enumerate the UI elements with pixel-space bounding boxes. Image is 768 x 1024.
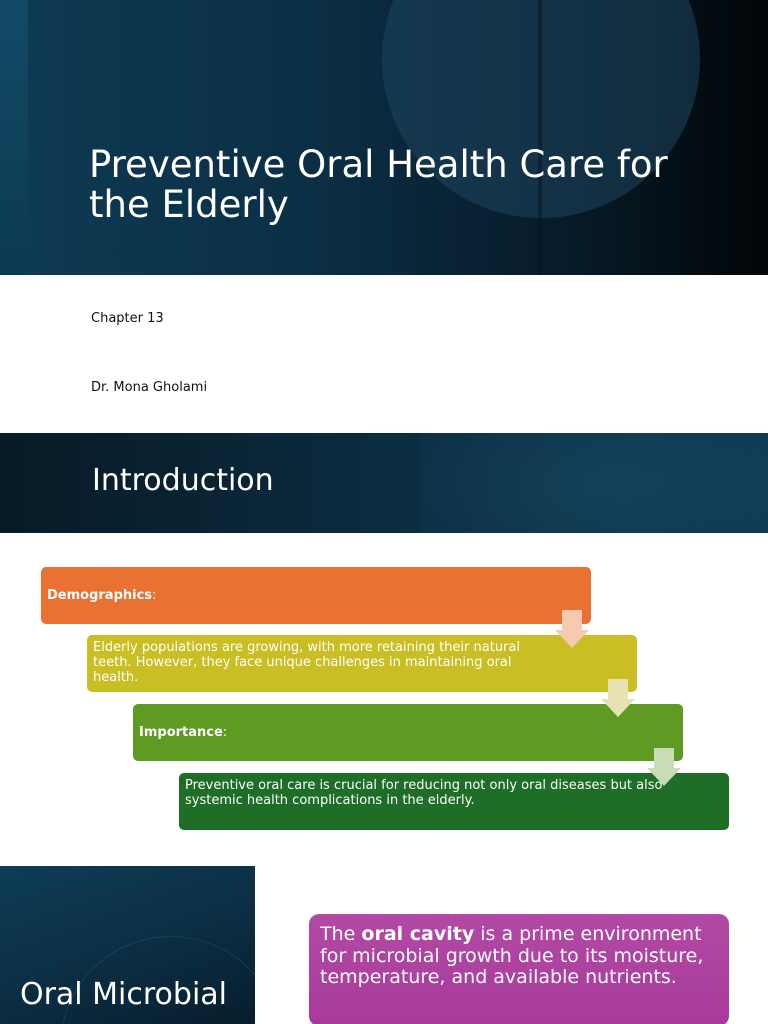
down-arrow-icon: [647, 748, 681, 786]
down-arrow-icon: [555, 610, 589, 648]
step-heading: Importance: [139, 725, 223, 740]
step-colon: :: [222, 725, 228, 740]
microbial-title: Oral Microbial: [19, 977, 227, 1012]
oral-cavity-callout: [309, 914, 729, 1024]
callout-pre: The: [320, 923, 362, 945]
microbial-slide: [0, 866, 768, 1024]
down-arrow-icon: [601, 679, 635, 717]
callout-post: is a prime environment for microbial growth due to its moisture, temperature, and available nutrients.: [320, 923, 704, 988]
process-step-demographics: [41, 567, 591, 624]
title-slide-subtitle: [0, 275, 768, 433]
step-text: Elderly populations are growing, with more retaining their natural teeth. However, they face unique challenges in maintaining oral health.: [93, 640, 520, 685]
intro-title: Introduction: [92, 463, 274, 498]
decor-glow: [420, 433, 768, 533]
step-text: Preventive oral care is crucial for reducing not only oral diseases but also systemic health complications in the elderly.: [185, 778, 663, 808]
author-label: Dr. Mona Gholami: [91, 380, 208, 395]
step-colon: :: [152, 588, 157, 603]
microbial-title-panel: [0, 866, 255, 1024]
presentation-title: Preventive Oral Health Care for the Elderly: [89, 143, 668, 226]
callout-bold: oral cavity: [361, 923, 475, 945]
intro-process-diagram: [0, 533, 768, 866]
decor-stripe: [538, 0, 542, 275]
decor-edge: [0, 0, 28, 275]
step-heading: Demographics: [47, 588, 153, 603]
title-slide-header: [0, 0, 768, 275]
chapter-label: Chapter 13: [91, 311, 164, 326]
